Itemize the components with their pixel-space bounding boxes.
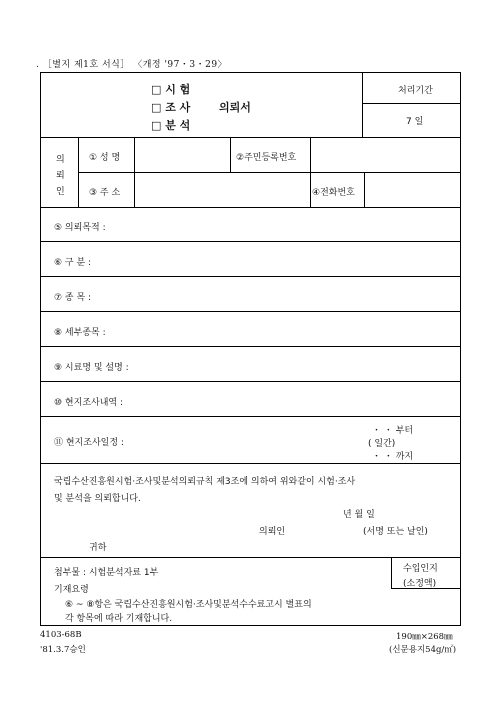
option-analysis: □ 분 석 [151,119,191,132]
applicant-label-3: 인 [56,187,65,197]
approval-date: '81.3.7승인 [40,645,86,655]
processing-value: 7 일 [406,117,424,127]
cell-divider [364,172,365,207]
schedule-from: ・ ・ 부터 [372,426,414,436]
statement-sign: (서명 또는 날인) [363,527,428,537]
stamp-divider [391,557,392,588]
option-test: □ 시 험 [151,83,191,96]
stamp-sub: (소정액) [403,579,437,589]
field-category: ⑥ 구 분 : [54,258,92,268]
row-line [41,463,460,464]
paper-size: 190㎜×268㎜ [396,632,453,642]
form-title: 의뢰서 [219,101,251,114]
form-code: 4103-68B [40,630,82,640]
statement-line1: 국립수산진흥원시험·조사및분석의뢰규칙 제3조에 의하여 위와같이 시험·조사 [54,477,356,487]
name-label: ① 성 명 [89,153,121,163]
row-line [41,346,460,347]
form-label: . ［별지 제1호 서식］ 〈개정 '97・3・29〉 [36,60,228,70]
cell-divider [230,137,231,172]
row-line [41,557,460,558]
statement-line2: 및 분석을 의뢰합니다. [54,494,141,504]
row-line [41,311,460,312]
processing-divider [362,103,461,104]
cell-divider [134,137,135,207]
option-survey: □ 조 사 [151,101,191,114]
row-line [78,172,460,173]
attachment-line4: 각 항목에 따라 기재합니다. [65,614,173,624]
paper-type: (신문용지54g/㎡) [389,645,457,655]
cell-divider [310,172,311,207]
row-line [41,241,460,242]
schedule-days: ( 일간) [368,439,396,449]
statement-applicant: 의뢰인 [259,527,286,537]
form-frame [40,72,461,626]
cell-divider [310,137,311,172]
row-line [41,137,460,138]
title-divider [362,73,363,137]
phone-label: ④전화번호 [312,188,355,198]
field-site-survey: ⑩ 현지조사내역 : [54,398,123,408]
field-sample: ⑨ 시료명 및 설명 : [54,363,129,373]
address-label: ③ 주 소 [89,188,121,198]
field-type: ⑦ 종 목 : [54,293,92,303]
row-line [41,381,460,382]
field-subtype: ⑧ 세부종목 : [54,328,106,338]
schedule-to: ・ ・ 까지 [372,452,414,462]
row-line [41,276,460,277]
field-purpose: ⑤ 의뢰목적 : [54,223,106,233]
attachment-line2: 기재요령 [54,585,89,595]
applicant-label-1: 의 [56,155,65,165]
processing-label: 처리기간 [398,86,433,96]
attachment-line1: 첨부물 : 시험분석자료 1부 [54,568,159,578]
attachment-line3: ⑥ ~ ⑧항은 국립수산진흥원시험·조사및분석수수료고시 별표의 [65,600,312,610]
statement-addressee: 귀하 [89,543,107,553]
row-line [41,207,460,208]
applicant-label-2: 뢰 [56,171,65,181]
statement-date: 년 월 일 [343,510,375,520]
field-site-schedule: ⑪ 현지조사일정 : [54,438,124,448]
row-line [41,416,460,417]
rrn-label: ②주민등록번호 [236,153,297,163]
stamp-label: 수입인지 [403,564,438,574]
